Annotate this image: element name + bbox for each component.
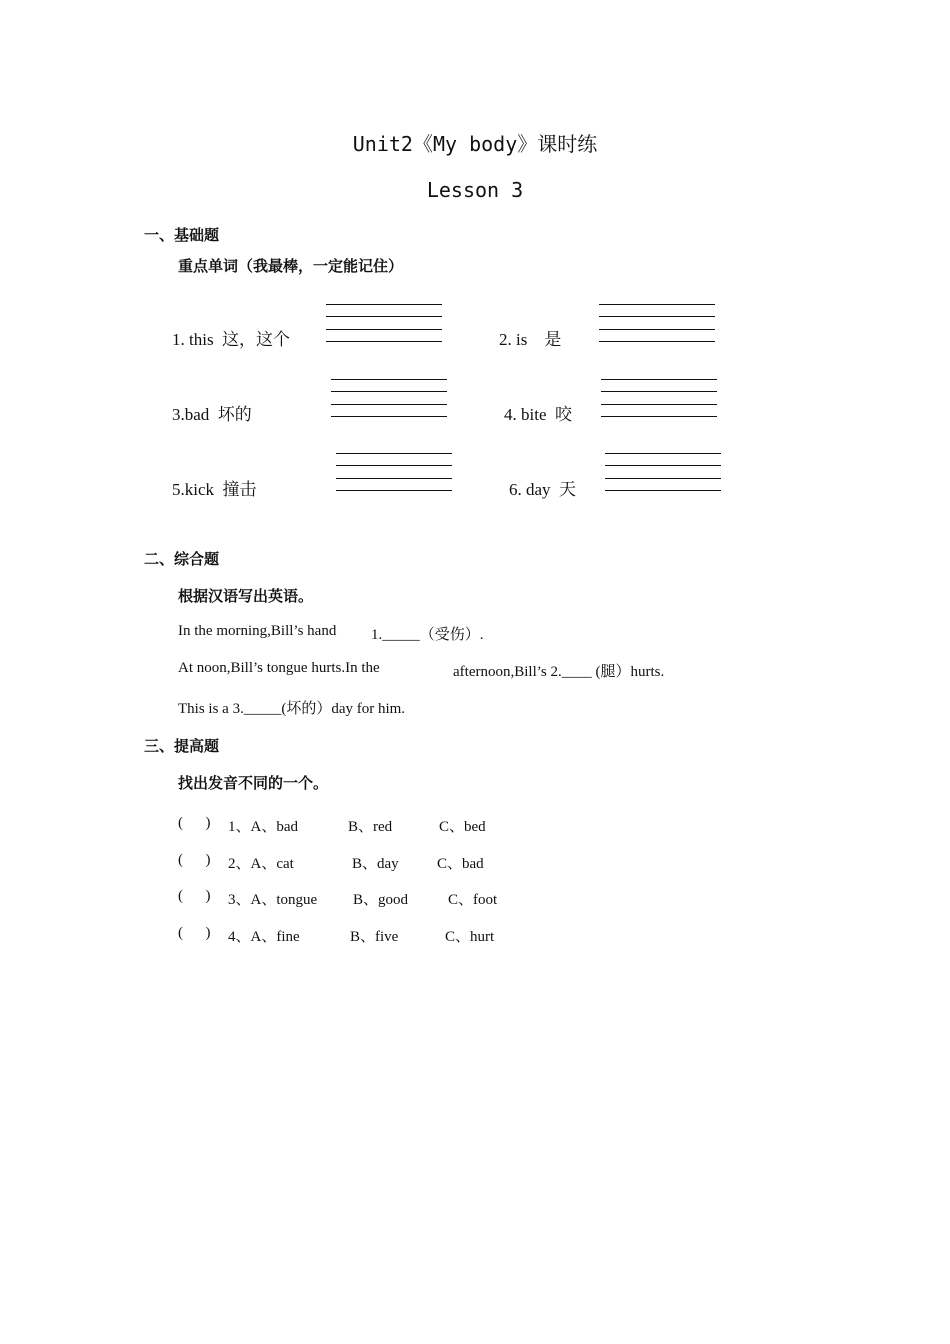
question-option-b: B、red [348, 819, 393, 835]
section-instruction: 根据汉语写出英语。 [178, 589, 314, 605]
section-instruction: 找出发音不同的一个。 [178, 776, 329, 792]
question-option-b: B、day [352, 856, 399, 872]
page-title: Unit2《My body》课时练 [352, 132, 598, 156]
writing-lines [326, 304, 442, 344]
section-heading-basic: 一、基础题 [144, 228, 220, 244]
lesson-title: Lesson 3 [426, 178, 524, 202]
question-option-a: 4、A、fine [228, 929, 300, 945]
passage-line-1a: In the morning,Bill’s hand [178, 623, 337, 639]
question-option-c: C、bed [439, 819, 486, 835]
answer-bracket: ( ) [178, 925, 211, 941]
passage-line-2b: afternoon,Bill’s 2.____ (腿）hurts. [453, 664, 665, 680]
question-option-c: C、hurt [445, 929, 495, 945]
writing-lines [601, 379, 717, 419]
writing-lines [605, 453, 721, 493]
passage-line-3: This is a 3._____(坏的）day for him. [178, 701, 406, 717]
answer-bracket: ( ) [178, 852, 211, 868]
section-heading-advanced: 三、提高题 [144, 739, 220, 755]
answer-bracket: ( ) [178, 888, 211, 904]
word-item-is: 2. is 是 [499, 330, 562, 349]
word-item-bad: 3.bad 坏的 [172, 405, 252, 424]
question-option-b: B、five [350, 929, 399, 945]
question-option-a: 1、A、bad [228, 819, 298, 835]
word-item-kick: 5.kick 撞击 [172, 480, 257, 499]
passage-line-2a: At noon,Bill’s tongue hurts.In the [178, 660, 380, 676]
section-subheading-keywords: 重点单词（我最棒，一定能记住） [178, 259, 404, 275]
question-option-c: C、bad [437, 856, 484, 872]
question-option-a: 2、A、cat [228, 856, 294, 872]
question-option-c: C、foot [448, 892, 498, 908]
question-option-a: 3、A、tongue [228, 892, 318, 908]
word-item-this: 1. this 这，这个 [172, 330, 291, 349]
question-option-b: B、good [353, 892, 409, 908]
word-item-day: 6. day 天 [509, 480, 577, 499]
section-heading-comprehensive: 二、综合题 [144, 552, 220, 568]
answer-bracket: ( ) [178, 815, 211, 831]
writing-lines [336, 453, 452, 493]
word-item-bite: 4. bite 咬 [504, 405, 572, 424]
writing-lines [599, 304, 715, 344]
passage-line-1b: 1._____（受伤）. [371, 627, 484, 643]
writing-lines [331, 379, 447, 419]
